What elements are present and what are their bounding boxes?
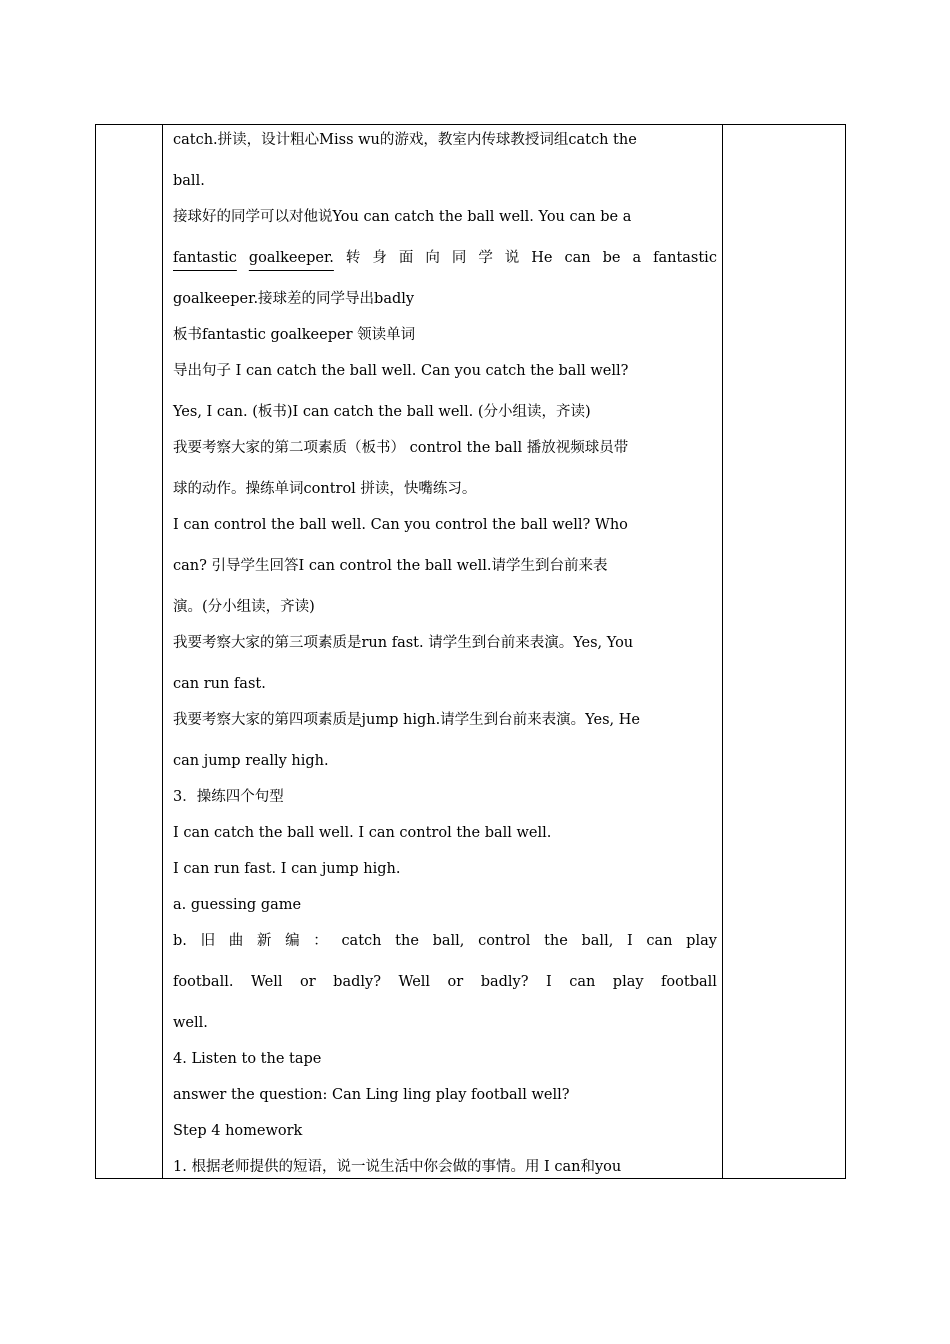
word: can (569, 974, 596, 990)
text-line: ball. (173, 173, 205, 189)
text-line-justified (173, 931, 717, 951)
word: be (602, 250, 621, 266)
column-divider-left (162, 125, 163, 1178)
text-line: 我要考察大家的第三项素质是run fast. 请学生到台前来表演。Yes, You (173, 635, 634, 651)
word: badly? (333, 974, 381, 990)
text-line: Yes, I can. (板书)I can catch the ball well. (分小组读，齐读) (173, 404, 591, 420)
word: control (478, 933, 531, 949)
word: or (447, 974, 464, 990)
word: 同 (451, 250, 467, 266)
word: I (626, 933, 633, 949)
word: football. (173, 974, 234, 990)
text-line-justified (173, 248, 717, 268)
word: football (661, 974, 717, 990)
text-line: 4. Listen to the tape (173, 1051, 322, 1067)
word: 学 (478, 250, 493, 266)
word: can (646, 933, 673, 949)
text-line: 演。(分小组读，齐读) (173, 599, 315, 615)
word: He (531, 250, 553, 266)
text-line: can run fast. (173, 676, 266, 692)
text-line: 3．操练四个句型 (173, 789, 284, 805)
text-line: 我要考察大家的第四项素质是jump high.请学生到台前来表演。Yes, He (173, 712, 640, 728)
word: 曲 (228, 933, 244, 949)
word: Well (398, 974, 431, 990)
text-line: well. (173, 1015, 208, 1031)
text-line: 我要考察大家的第二项素质（板书） control the ball 播放视频球员带 (173, 440, 629, 456)
text-line: Step 4 homework (173, 1123, 303, 1139)
text-line: 1. 根据老师提供的短语，说一说生活中你会做的事情。用 I can和you (173, 1159, 622, 1175)
word: fantastic (173, 250, 237, 266)
text-line: I can catch the ball well. I can control the ball well. (173, 825, 552, 841)
word: badly? (480, 974, 529, 990)
word: catch (341, 933, 382, 949)
word: can (564, 250, 591, 266)
word: a (632, 250, 642, 266)
word: 新 (256, 933, 272, 949)
text-line-justified (173, 972, 717, 992)
word: the (544, 933, 568, 949)
word: play (612, 974, 644, 990)
word: Well (250, 974, 283, 990)
text-line: can jump really high. (173, 753, 329, 769)
word: goalkeeper. (248, 250, 334, 266)
word: or (300, 974, 316, 990)
word: I (545, 974, 552, 990)
word: b. (173, 933, 187, 949)
text-line: 板书fantastic goalkeeper 领读单词 (173, 327, 416, 343)
text-line: I can control the ball well. Can you control the ball well? Who (173, 517, 628, 533)
text-line: can? 引导学生回答I can control the ball well.请学生到台前来表 (173, 558, 608, 574)
word: 面 (398, 250, 414, 266)
text-line: I can run fast. I can jump high. (173, 861, 401, 877)
word: 转 (345, 250, 361, 266)
text-line: 接球好的同学可以对他说You can catch the ball well. You can be a (173, 209, 632, 225)
text-line: 导出句子 I can catch the ball well. Can you catch the ball well? (173, 363, 629, 379)
lesson-table (95, 124, 846, 1179)
text-line: a. guessing game (173, 897, 302, 913)
word: the (395, 933, 419, 949)
word: 编 (285, 933, 300, 949)
word: ball, (581, 933, 614, 949)
word: fantastic (653, 250, 717, 266)
word: ： (313, 933, 328, 949)
text-line: 球的动作。操练单词control 拼读，快嘴练习。 (173, 481, 477, 497)
column-divider-right (722, 125, 723, 1178)
text-line: catch.拼读，设计粗心Miss wu的游戏，教室内传球教授词组catch the (173, 132, 637, 148)
word: 说 (504, 250, 520, 266)
word: play (686, 933, 717, 949)
word: 身 (372, 250, 387, 266)
word: 向 (425, 250, 440, 266)
text-line: goalkeeper.接球差的同学导出badly (173, 291, 415, 307)
word: ball, (432, 933, 465, 949)
word: 旧 (200, 933, 216, 949)
text-line: answer the question: Can Ling ling play football well? (173, 1087, 570, 1103)
